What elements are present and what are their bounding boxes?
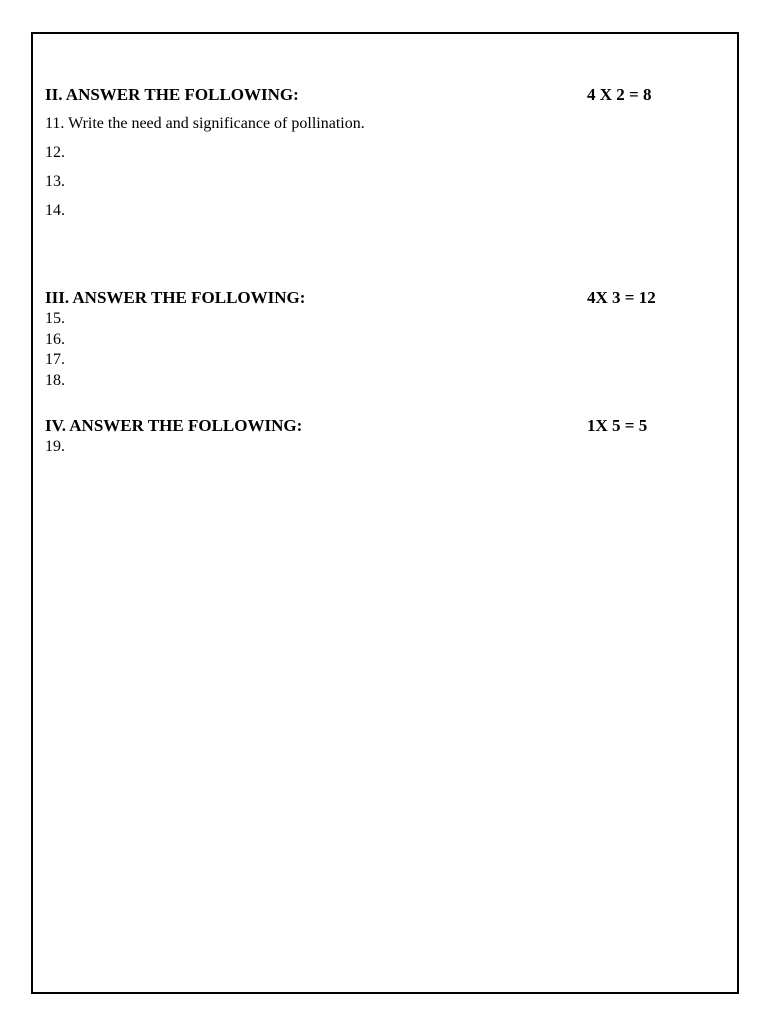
question-11: 11. Write the need and significance of pollination. [45,115,365,132]
section-2-title: II. ANSWER THE FOLLOWING: [45,85,299,104]
question-14: 14. [45,202,65,219]
question-13: 13. [45,173,65,190]
section-3-marks: 4X 3 = 12 [587,288,656,307]
section-4-title: IV. ANSWER THE FOLLOWING: [45,416,303,435]
question-12: 12. [45,144,65,161]
question-18: 18. [45,372,65,389]
question-17: 17. [45,351,65,368]
page-border [31,32,739,994]
section-2-marks: 4 X 2 = 8 [587,85,652,104]
question-16: 16. [45,331,65,348]
question-19: 19. [45,438,65,455]
section-3-title: III. ANSWER THE FOLLOWING: [45,288,306,307]
question-15: 15. [45,310,65,327]
section-4-marks: 1X 5 = 5 [587,416,648,435]
